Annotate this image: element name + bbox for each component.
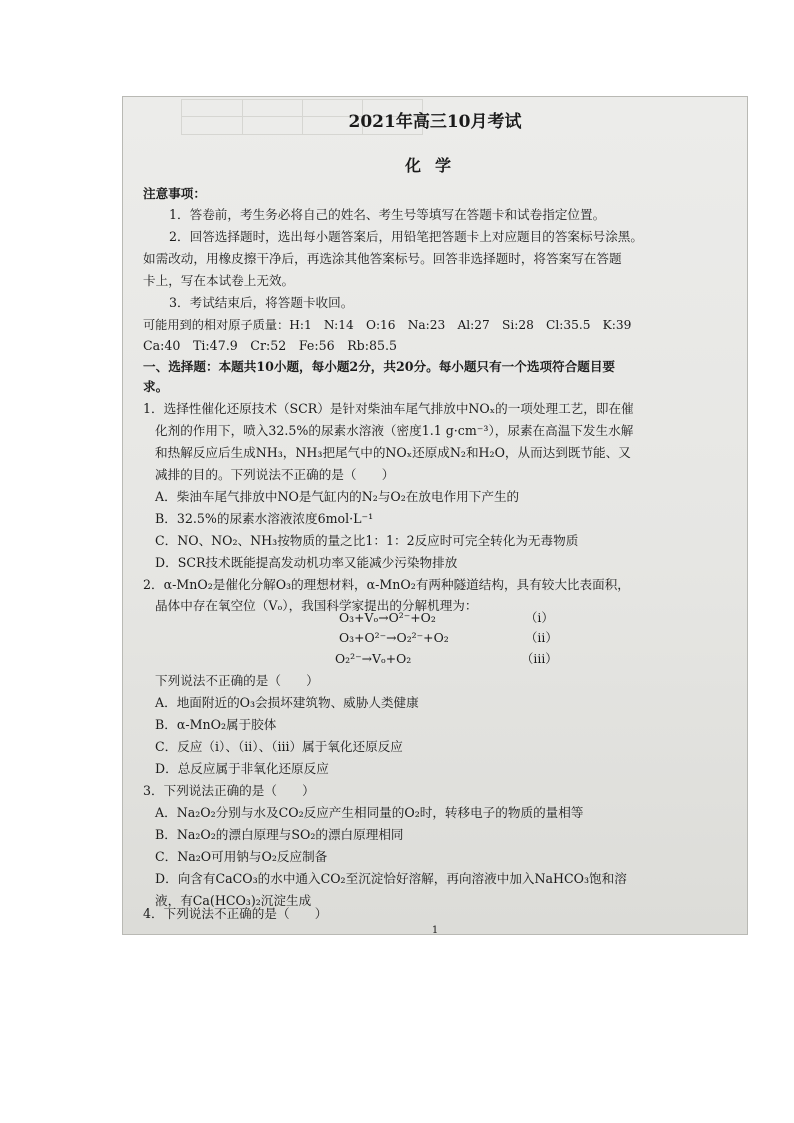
question-3-option-c: C．Na₂O可用钠与O₂反应制备 [155, 849, 328, 864]
notice-line: 3．考试结束后，将答题卡收回。 [169, 295, 354, 310]
question-1-option-b: B．32.5%的尿素水溶液浓度6mol·L⁻¹ [155, 511, 374, 526]
notice-line: 1．答卷前，考生务必将自己的姓名、考生号等填写在答题卡和试卷指定位置。 [169, 207, 606, 222]
atomic-masses: 可能用到的相对原子质量：H:1 N:14 O:16 Na:23 Al:27 Si:28 Cl:35.5 K:39 [143, 318, 632, 332]
question-1-option-c: C．NO、NO₂、NH₃按物质的量之比1：1：2反应时可完全转化为无毒物质 [155, 533, 579, 548]
exam-title: 2021年高三10月考试 [348, 112, 522, 132]
question-3-stem: 3．下列说法正确的是（ ） [143, 783, 315, 798]
question-1-stem: 化剂的作用下，喷入32.5%的尿素水溶液（密度1.1 g·cm⁻³），尿素在高温下发生水解 [155, 423, 634, 438]
equation-i: O₃+Vₒ→O²⁻+O₂ [339, 610, 436, 625]
page-number: 1 [431, 925, 439, 935]
equation-ii: O₃+O²⁻→O₂²⁻+O₂ [339, 630, 449, 645]
notice-line: 如需改动，用橡皮擦干净后，再选涂其他答案标号。回答非选择题时，将答案写在答题 [143, 251, 622, 266]
subject-title: 化学 [404, 156, 465, 175]
equation-number: （ii） [525, 630, 558, 645]
equation-number: （i） [525, 610, 554, 625]
question-2-option-a: A．地面附近的O₃会损坏建筑物、威胁人类健康 [155, 695, 419, 710]
section-heading: 求。 [143, 379, 169, 394]
question-2-option-d: D．总反应属于非氧化还原反应 [155, 761, 329, 776]
question-1-stem: 1．选择性催化还原技术（SCR）是针对柴油车尾气排放中NOₓ的一项处理工艺，即在催 [143, 401, 634, 416]
question-1-option-a: A．柴油车尾气排放中NO是气缸内的N₂与O₂在放电作用下产生的 [155, 489, 520, 504]
question-2-stem: 晶体中存在氧空位（Vₒ），我国科学家提出的分解机理为： [155, 598, 478, 613]
question-3-option-d-cont: 液，有Ca(HCO₃)₂沉淀生成 [155, 893, 312, 908]
notice-line: 2．回答选择题时，选出每小题答案后，用铅笔把答题卡上对应题目的答案标号涂黑。 [169, 229, 643, 244]
question-3-option-a: A．Na₂O₂分别与水及CO₂反应产生相同量的O₂时，转移电子的物质的量相等 [155, 805, 584, 820]
question-2-stem: 2．α-MnO₂是催化分解O₃的理想材料，α-MnO₂有两种隧道结构，具有较大比表面积， [143, 577, 630, 592]
question-4-stem: 4．下列说法不正确的是（ ） [143, 906, 328, 921]
equation-iii: O₂²⁻→Vₒ+O₂ [335, 651, 412, 666]
atomic-masses: Ca:40 Ti:47.9 Cr:52 Fe:56 Rb:85.5 [143, 338, 398, 353]
question-3-option-b: B．Na₂O₂的漂白原理与SO₂的漂白原理相同 [155, 827, 404, 842]
section-heading: 一、选择题：本题共10小题，每小题2分，共20分。每小题只有一个选项符合题目要 [143, 359, 616, 374]
question-1-option-d: D．SCR技术既能提高发动机功率又能减少污染物排放 [155, 555, 458, 570]
question-2-prompt: 下列说法不正确的是（ ） [155, 673, 319, 688]
equation-number: （iii） [521, 651, 558, 666]
question-1-stem: 减排的目的。下列说法不正确的是（ ） [155, 467, 395, 482]
question-2-option-c: C．反应（i）、（ii）、（iii）属于氧化还原反应 [155, 739, 403, 754]
notice-line: 卡上，写在本试卷上无效。 [143, 273, 295, 288]
notice-heading: 注意事项： [143, 186, 206, 201]
exam-sheet [122, 96, 748, 935]
question-3-option-d: D．向含有CaCO₃的水中通入CO₂至沉淀恰好溶解，再向溶液中加入NaHCO₃饱和溶 [155, 871, 627, 886]
question-2-option-b: B．α-MnO₂属于胶体 [155, 717, 277, 732]
question-1-stem: 和热解反应后生成NH₃，NH₃把尾气中的NOₓ还原成N₂和H₂O，从而达到既节能、又 [155, 445, 631, 460]
